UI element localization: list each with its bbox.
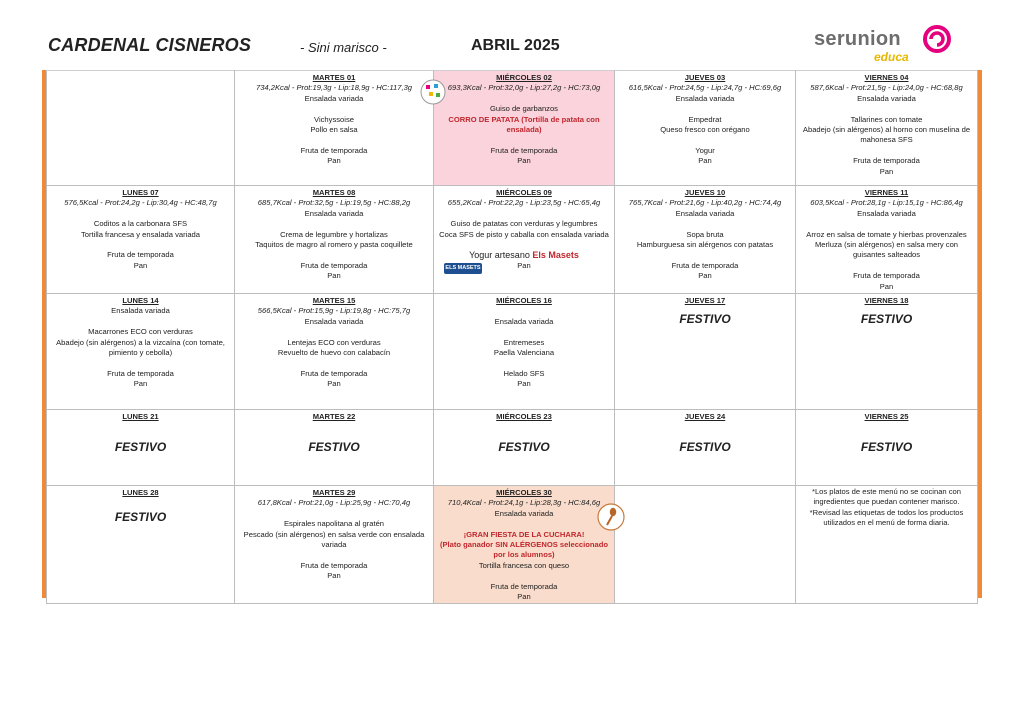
dish: Lentejas ECO con verduras bbox=[287, 337, 381, 347]
cell-jueves-10 bbox=[615, 186, 796, 294]
cell-lunes-21 bbox=[47, 410, 235, 486]
dish: Pollo en salsa bbox=[310, 125, 358, 135]
spacer bbox=[800, 261, 973, 271]
day-label: JUEVES 24 bbox=[684, 412, 726, 422]
dish: Ensalada variada bbox=[675, 93, 735, 103]
dessert-line bbox=[438, 250, 610, 260]
spacer bbox=[239, 104, 429, 114]
logo-swirl-icon bbox=[922, 24, 952, 54]
dish: Ensalada variada bbox=[494, 316, 554, 326]
dish: Coca SFS de pisto y caballa con ensalada variada bbox=[439, 229, 609, 239]
nutrition-info: 685,7Kcal - Prot:32,5g - Lip:19,5g - HC:88,2g bbox=[257, 198, 411, 208]
day-label: MIÉRCOLES 09 bbox=[496, 188, 552, 197]
day-label: JUEVES 10 bbox=[684, 188, 726, 197]
cell-miercoles-16 bbox=[434, 294, 615, 410]
nutrition-info: 710,4Kcal - Prot:24,1g - Lip:28,3g - HC:84,6g bbox=[447, 498, 601, 508]
day-label: VIERNES 11 bbox=[864, 188, 909, 197]
nutrition-info: 603,5Kcal - Prot:28,1g - Lip:15,1g - HC:86,4g bbox=[810, 198, 963, 208]
cell-jueves-03 bbox=[615, 71, 796, 186]
day-label: MARTES 08 bbox=[312, 188, 356, 197]
dish: Pan bbox=[517, 260, 531, 270]
dish: Pan bbox=[327, 571, 341, 581]
cell-miercoles-09 bbox=[434, 186, 615, 294]
spacer bbox=[619, 219, 791, 229]
day-label: MARTES 01 bbox=[312, 73, 356, 82]
spacer bbox=[438, 571, 610, 581]
dish: Vichyssoise bbox=[314, 114, 354, 124]
spacer bbox=[239, 135, 429, 145]
menu-subtitle: - Sini marisco - bbox=[300, 40, 387, 55]
school-name: CARDENAL CISNEROS bbox=[48, 35, 252, 55]
dish: Pan bbox=[698, 156, 712, 166]
dish: Ensalada variada bbox=[304, 93, 364, 103]
spacer bbox=[51, 240, 230, 250]
dish: Fruta de temporada bbox=[300, 260, 368, 270]
cell-martes-22 bbox=[235, 410, 434, 486]
dish: Pan bbox=[327, 156, 341, 166]
holiday-label: FESTIVO bbox=[114, 510, 167, 525]
dish: Ensalada variada bbox=[675, 208, 735, 218]
dish: Fruta de temporada bbox=[490, 145, 558, 155]
cell-martes-08 bbox=[235, 186, 434, 294]
day-label: JUEVES 03 bbox=[684, 73, 726, 82]
spacer bbox=[438, 94, 610, 104]
spacer bbox=[800, 219, 973, 229]
dish: Ensalada variada bbox=[111, 306, 170, 316]
dish: Ensalada variada bbox=[304, 208, 364, 218]
cell-jueves-24 bbox=[615, 410, 796, 486]
day-label: MIÉRCOLES 30 bbox=[496, 488, 552, 498]
spacer bbox=[239, 327, 429, 337]
nutrition-info: 655,2Kcal - Prot:22,2g - Lip:23,5g - HC:65,4g bbox=[447, 198, 601, 208]
dish: Ensalada variada bbox=[304, 316, 364, 326]
menu-header bbox=[0, 0, 1024, 70]
els-masets-badge: ELS MASETS bbox=[444, 263, 482, 274]
dish: Pan bbox=[517, 592, 531, 602]
dish: Fruta de temporada bbox=[490, 581, 558, 591]
special-dish: CORRO DE PATATA (Tortilla de patata con ensalada) bbox=[448, 114, 600, 135]
dish: Fruta de temporada bbox=[107, 250, 174, 260]
day-label: VIERNES 04 bbox=[864, 73, 909, 82]
day-label: LUNES 28 bbox=[122, 488, 159, 498]
dish: Guiso de garbanzos bbox=[490, 104, 558, 114]
day-label: VIERNES 25 bbox=[864, 412, 909, 422]
holiday-label: FESTIVO bbox=[679, 440, 731, 455]
label-note: *Revisad las etiquetas de todos los productos utilizados en el menú de forma diaria. bbox=[809, 507, 964, 528]
dish: Pan bbox=[698, 271, 712, 281]
spacer bbox=[438, 209, 610, 219]
dish: Sopa bruta bbox=[686, 229, 724, 239]
dish: Pan bbox=[133, 260, 148, 270]
spacer bbox=[619, 135, 791, 145]
spacer bbox=[438, 519, 610, 529]
cell-viernes-04 bbox=[796, 71, 978, 186]
dish: Coditos a la carbonara SFS bbox=[93, 219, 188, 229]
dish: Pan bbox=[879, 281, 894, 291]
nutrition-info: 617,8Kcal - Prot:21,0g - Lip:25,9g - HC:70,4g bbox=[257, 498, 411, 508]
dish: Fruta de temporada bbox=[107, 368, 174, 378]
nutrition-info: 616,5Kcal - Prot:24,5g - Lip:24,7g - HC:69,6g bbox=[628, 83, 782, 93]
spacer bbox=[51, 317, 230, 327]
spacer bbox=[239, 219, 429, 229]
nutrition-info: 693,3Kcal - Prot:32,0g - Lip:27,2g - HC:73,0g bbox=[447, 83, 601, 93]
holiday-label: FESTIVO bbox=[498, 440, 550, 455]
cell-viernes-11 bbox=[796, 186, 978, 294]
holiday-label: FESTIVO bbox=[860, 312, 913, 327]
day-label: LUNES 21 bbox=[122, 412, 159, 422]
party-badge-icon bbox=[420, 79, 446, 105]
dish: Abadejo (sin alérgenos) al horno con muselina de mahonesa SFS bbox=[802, 125, 971, 145]
dish: Hamburguesa sin alérgenos con patatas bbox=[636, 240, 774, 250]
day-label: LUNES 14 bbox=[122, 296, 159, 306]
cell-miercoles-02 bbox=[434, 71, 615, 186]
holiday-label: FESTIVO bbox=[114, 440, 167, 455]
nutrition-info: 576,5Kcal - Prot:24,2g - Lip:30,4g - HC:48,7g bbox=[64, 198, 217, 208]
serunion-logo bbox=[814, 24, 954, 64]
dish: Fruta de temporada bbox=[300, 368, 368, 378]
dish: Pan bbox=[879, 166, 894, 176]
spacer bbox=[438, 327, 610, 337]
dish: Fruta de temporada bbox=[300, 560, 368, 570]
day-label: MIÉRCOLES 02 bbox=[496, 73, 552, 82]
spacer bbox=[800, 104, 973, 114]
nutrition-info: 587,6Kcal - Prot:21,5g - Lip:24,0g - HC:68,8g bbox=[810, 83, 963, 93]
allergen-note: *Los platos de este menú no se cocinan con ingredientes que puedan contener marisco. bbox=[811, 487, 962, 507]
dish: Paella Valenciana bbox=[493, 348, 555, 358]
dish: Queso fresco con orégano bbox=[660, 125, 750, 135]
cell-lunes-07 bbox=[47, 186, 235, 294]
dish: Tortilla francesa con queso bbox=[478, 560, 570, 570]
dish: Macarrones ECO con verduras bbox=[88, 327, 193, 337]
spacer bbox=[239, 358, 429, 368]
notes-cell bbox=[796, 486, 978, 604]
dish: Tortilla francesa y ensalada variada bbox=[80, 229, 201, 239]
cell-viernes-25 bbox=[796, 410, 978, 486]
cell-empty bbox=[47, 71, 235, 186]
dish: Pan bbox=[327, 379, 341, 389]
spacer bbox=[438, 135, 610, 145]
dish: Fruta de temporada bbox=[300, 145, 368, 155]
dish: Guiso de patatas con verduras y legumbres bbox=[450, 219, 598, 229]
dish: Pan bbox=[327, 271, 341, 281]
dish: Tallarines con tomate bbox=[850, 114, 923, 124]
dish: Taquitos de magro al romero y pasta coquillete bbox=[255, 240, 413, 250]
dish: Fruta de temporada bbox=[671, 260, 739, 270]
spacer bbox=[438, 306, 610, 316]
holiday-label: FESTIVO bbox=[679, 312, 731, 327]
dish: Pescado (sin alérgenos) en salsa verde con ensalada variada bbox=[243, 529, 425, 550]
dish: Crema de legumbre y hortalizas bbox=[280, 229, 388, 239]
nutrition-info: 566,5Kcal - Prot:15,9g - Lip:19,8g - HC:75,7g bbox=[257, 306, 411, 316]
spacer bbox=[619, 250, 791, 260]
dish: Helado SFS bbox=[503, 368, 545, 378]
cell-martes-01 bbox=[235, 71, 434, 186]
holiday-label: FESTIVO bbox=[860, 440, 913, 455]
dish: Fruta de temporada bbox=[853, 156, 920, 166]
dish: Pan bbox=[517, 379, 531, 389]
cell-martes-29 bbox=[235, 486, 434, 604]
spacer bbox=[239, 509, 429, 519]
dish: Espirales napolitana al gratén bbox=[283, 519, 385, 529]
dish: Ensalada variada bbox=[857, 93, 916, 103]
day-label: MARTES 22 bbox=[312, 412, 356, 422]
day-label: JUEVES 17 bbox=[684, 296, 726, 306]
day-label: MIÉRCOLES 16 bbox=[496, 296, 552, 306]
cell-empty bbox=[615, 486, 796, 604]
dish: Merluza (sin alérgenos) en salsa mery con guisantes salteados bbox=[814, 240, 959, 260]
spacer bbox=[51, 358, 230, 368]
menu-month: ABRIL 2025 bbox=[471, 37, 560, 54]
cell-lunes-14 bbox=[47, 294, 235, 410]
dish: Pan bbox=[133, 379, 148, 389]
spacer bbox=[438, 240, 610, 250]
spacer bbox=[239, 550, 429, 560]
cell-miercoles-23 bbox=[434, 410, 615, 486]
spacer bbox=[619, 104, 791, 114]
spacer bbox=[438, 358, 610, 368]
special-event: ¡GRAN FIESTA DE LA CUCHARA! bbox=[463, 529, 585, 539]
dessert: Yogur artesano bbox=[469, 250, 530, 261]
cell-martes-15 bbox=[235, 294, 434, 410]
spacer bbox=[51, 209, 230, 219]
cell-miercoles-30 bbox=[434, 486, 615, 604]
holiday-label: FESTIVO bbox=[308, 440, 360, 455]
spacer bbox=[239, 250, 429, 260]
day-label: VIERNES 18 bbox=[864, 296, 909, 306]
logo-sub: educa bbox=[874, 50, 909, 64]
cell-viernes-18 bbox=[796, 294, 978, 410]
dish: Empedrat bbox=[688, 114, 722, 124]
dish: Ensalada variada bbox=[857, 208, 916, 218]
day-label: MIÉRCOLES 23 bbox=[496, 412, 552, 422]
dish: Abadejo (sin alérgenos) a la vizcaína (con tomate, pimiento y cebolla) bbox=[56, 337, 225, 358]
logo-word: serunion bbox=[814, 28, 901, 50]
brand-name: Els Masets bbox=[532, 250, 579, 261]
dish: Yogur bbox=[695, 145, 715, 155]
dish: Arroz en salsa de tomate y hierbas provenzales bbox=[806, 229, 967, 239]
spacer bbox=[800, 146, 973, 156]
cell-lunes-28 bbox=[47, 486, 235, 604]
day-label: MARTES 15 bbox=[312, 296, 356, 306]
dish: Ensalada variada bbox=[494, 508, 554, 518]
nutrition-info: 734,2Kcal - Prot:19,3g - Lip:18,9g - HC:117,3g bbox=[255, 83, 413, 93]
dish: Revuelto de huevo con calabacín bbox=[277, 348, 391, 358]
day-label: LUNES 07 bbox=[122, 188, 159, 197]
dish: Entremeses bbox=[503, 337, 545, 347]
cell-jueves-17 bbox=[615, 294, 796, 410]
dish: Fruta de temporada bbox=[853, 271, 920, 281]
menu-calendar bbox=[42, 70, 982, 602]
dish: Pan bbox=[517, 156, 531, 166]
special-event-note: (Plato ganador SIN ALÉRGENOS seleccionado por los alumnos) bbox=[439, 540, 609, 560]
nutrition-info: 765,7Kcal - Prot:21,6g - Lip:40,2g - HC:74,4g bbox=[628, 198, 782, 208]
day-label: MARTES 29 bbox=[312, 488, 356, 498]
